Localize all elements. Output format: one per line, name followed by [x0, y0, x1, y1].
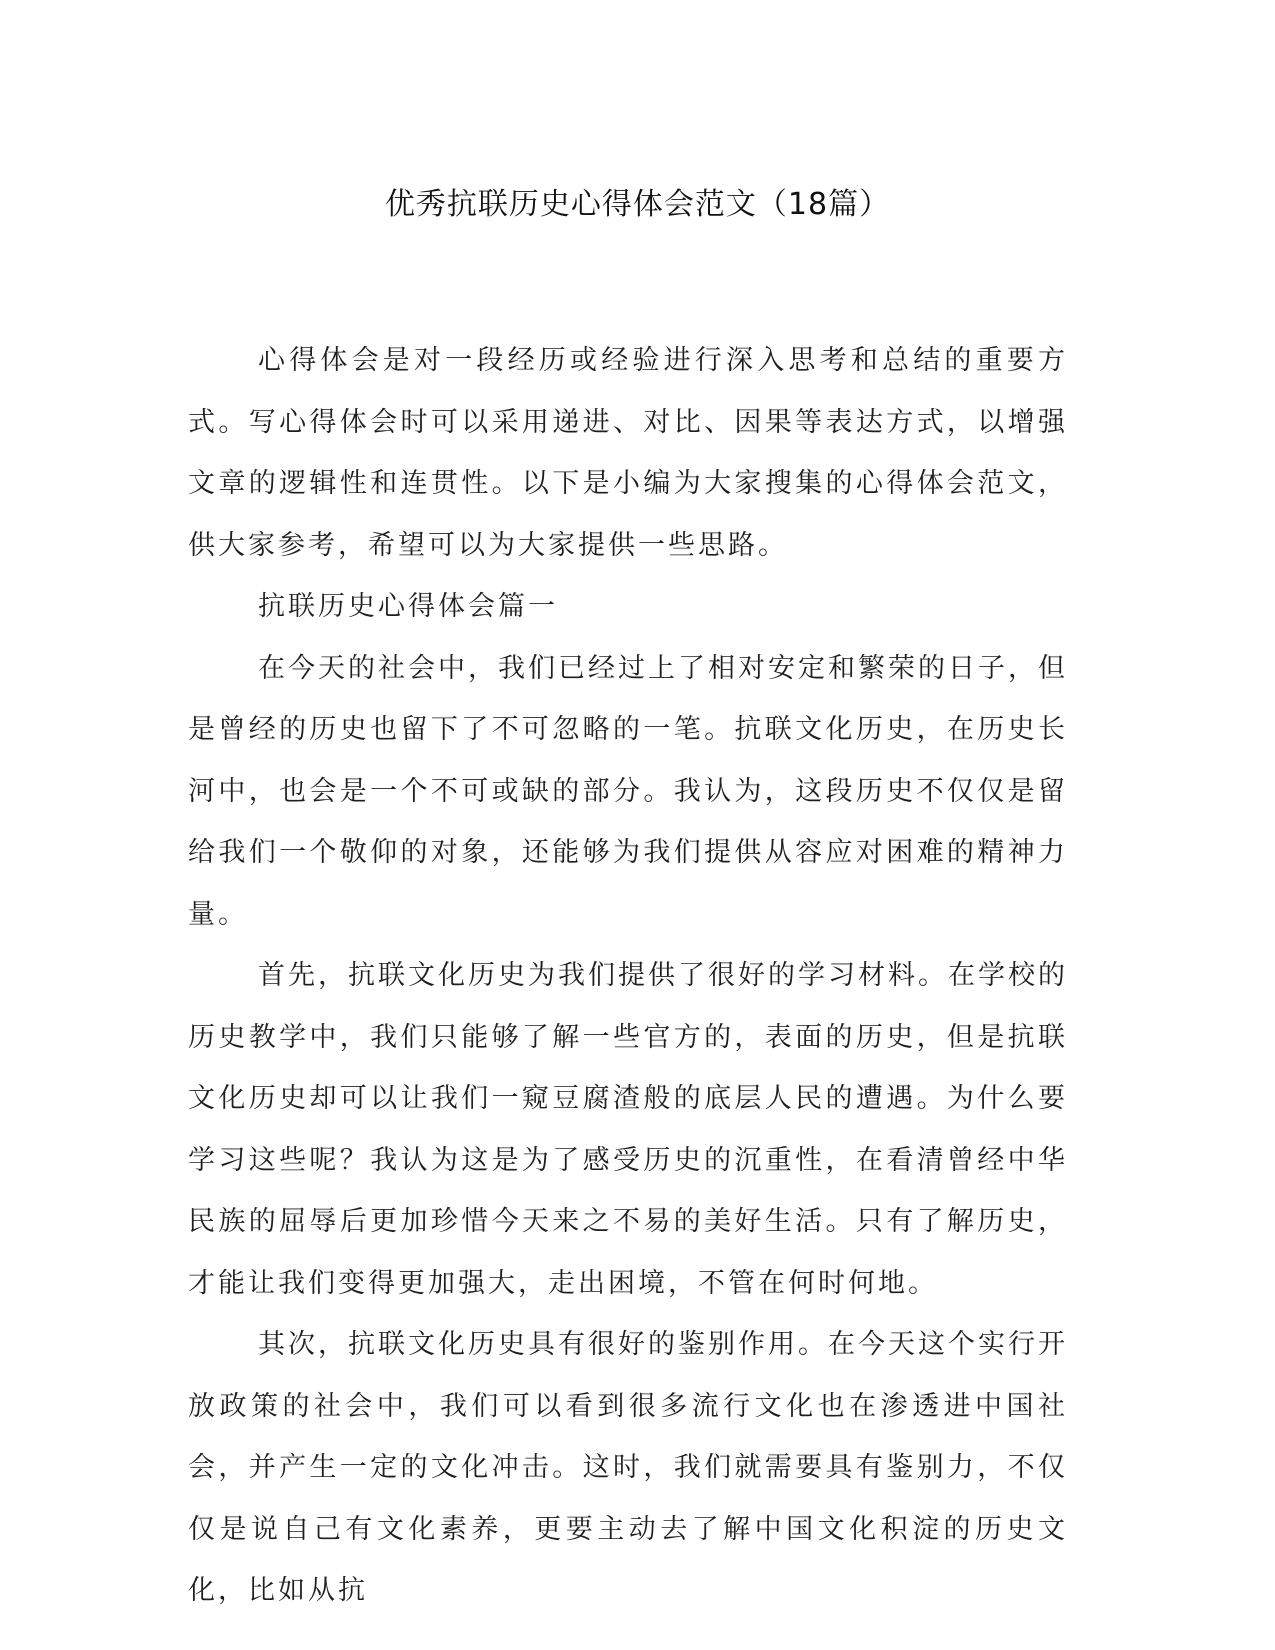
document-body	[188, 330, 1068, 1622]
body-paragraph: 在今天的社会中，我们已经过上了相对安定和繁荣的日子，但是曾经的历史也留下了不可忽略的一笔。抗联文化历史，在历史长河中，也会是一个不可或缺的部分。我认为，这段历史不仅仅是留给我们一个敬仰的对象，还能够为我们提供从容应对困难的精神力量。	[188, 652, 1068, 930]
section-heading: 抗联历史心得体会篇一	[258, 591, 558, 622]
body-paragraph: 首先，抗联文化历史为我们提供了很好的学习材料。在学校的历史教学中，我们只能够了解一些官方的，表面的历史，但是抗联文化历史却可以让我们一窥豆腐渣般的底层人民的遭遇。为什么要学习这些呢？我认为这是为了感受历史的沉重性，在看清曾经中华民族的屈辱后更加珍惜今天来之不易的美好生活。只有了解历史，才能让我们变得更加强大，走出困境，不管在何时何地。	[188, 960, 1068, 1299]
body-paragraph: 其次，抗联文化历史具有很好的鉴别作用。在今天这个实行开放政策的社会中，我们可以看到很多流行文化也在渗透进中国社会，并产生一定的文化冲击。这时，我们就需要具有鉴别力，不仅仅是说自己有文化素养，更要主动去了解中国文化积淀的历史文化，比如从抗	[188, 1329, 1068, 1606]
intro-paragraph: 心得体会是对一段经历或经验进行深入思考和总结的重要方式。写心得体会时可以采用递进、对比、因果等表达方式，以增强文章的逻辑性和连贯性。以下是小编为大家搜集的心得体会范文，供大家参考，希望可以为大家提供一些思路。	[188, 345, 1068, 561]
document-title: 优秀抗联历史心得体会范文（18篇）	[384, 187, 891, 222]
